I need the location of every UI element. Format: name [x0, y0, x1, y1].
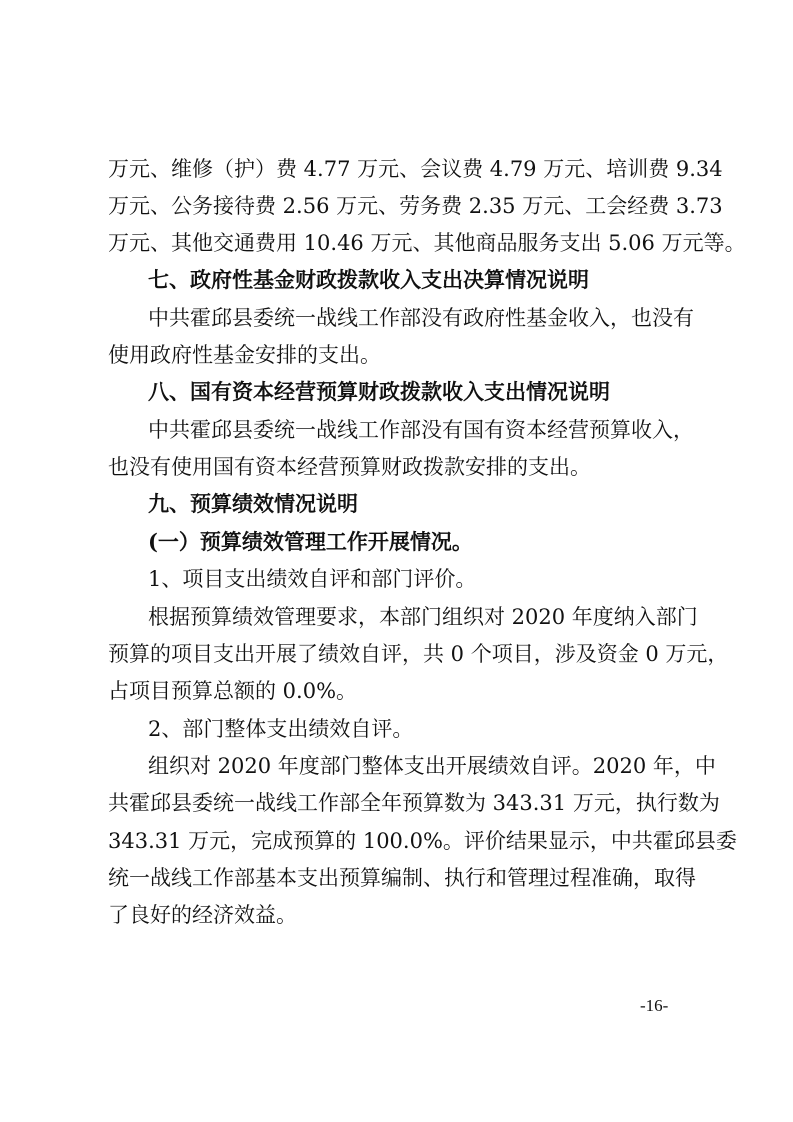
page-number: -16-: [640, 996, 669, 1015]
paragraph-line: 统一战线工作部基本支出预算编制、执行和管理过程准确，取得: [108, 866, 696, 890]
paragraph-line: 占项目预算总额的 0.0%。: [108, 679, 358, 703]
list-item-heading: 2、部门整体支出绩效自评。: [148, 717, 414, 741]
list-item-heading: 1、项目支出绩效自评和部门评价。: [148, 567, 477, 591]
paragraph-line: 万元、维修（护）费 4.77 万元、会议费 4.79 万元、培训费 9.34: [108, 157, 723, 181]
paragraph-line: 使用政府性基金安排的支出。: [108, 343, 381, 367]
paragraph-line: 万元、公务接待费 2.56 万元、劳务费 2.35 万元、工会经费 3.73: [108, 194, 723, 218]
section-heading-7: 七、政府性基金财政拨款收入支出决算情况说明: [148, 268, 589, 292]
paragraph-line: 共霍邱县委统一战线工作部全年预算数为 343.31 万元，执行数为: [108, 791, 720, 815]
paragraph-line: 343.31 万元，完成预算的 100.0%。评价结果显示，中共霍邱县委: [108, 829, 737, 853]
paragraph-line: 也没有使用国有资本经营预算财政拨款安排的支出。: [108, 455, 591, 479]
paragraph-line: 万元、其他交通费用 10.46 万元、其他商品服务支出 5.06 万元等。: [108, 231, 746, 255]
paragraph-line: 组织对 2020 年度部门整体支出开展绩效自评。2020 年，中: [148, 754, 716, 778]
section-heading-9: 九、预算绩效情况说明: [148, 492, 358, 516]
paragraph-line: 中共霍邱县委统一战线工作部没有国有资本经营预算收入，: [148, 418, 694, 442]
subsection-heading: (一）预算绩效管理工作开展情况。: [148, 529, 473, 554]
paragraph-line: 预算的项目支出开展了绩效自评，共 0 个项目，涉及资金 0 万元，: [108, 642, 729, 666]
paragraph-line: 根据预算绩效管理要求，本部门组织对 2020 年度纳入部门: [148, 605, 698, 629]
paragraph-line: 了良好的经济效益。: [108, 903, 297, 927]
section-heading-8: 八、国有资本经营预算财政拨款收入支出情况说明: [148, 380, 610, 404]
paragraph-line: 中共霍邱县委统一战线工作部没有政府性基金收入，也没有: [148, 306, 694, 330]
